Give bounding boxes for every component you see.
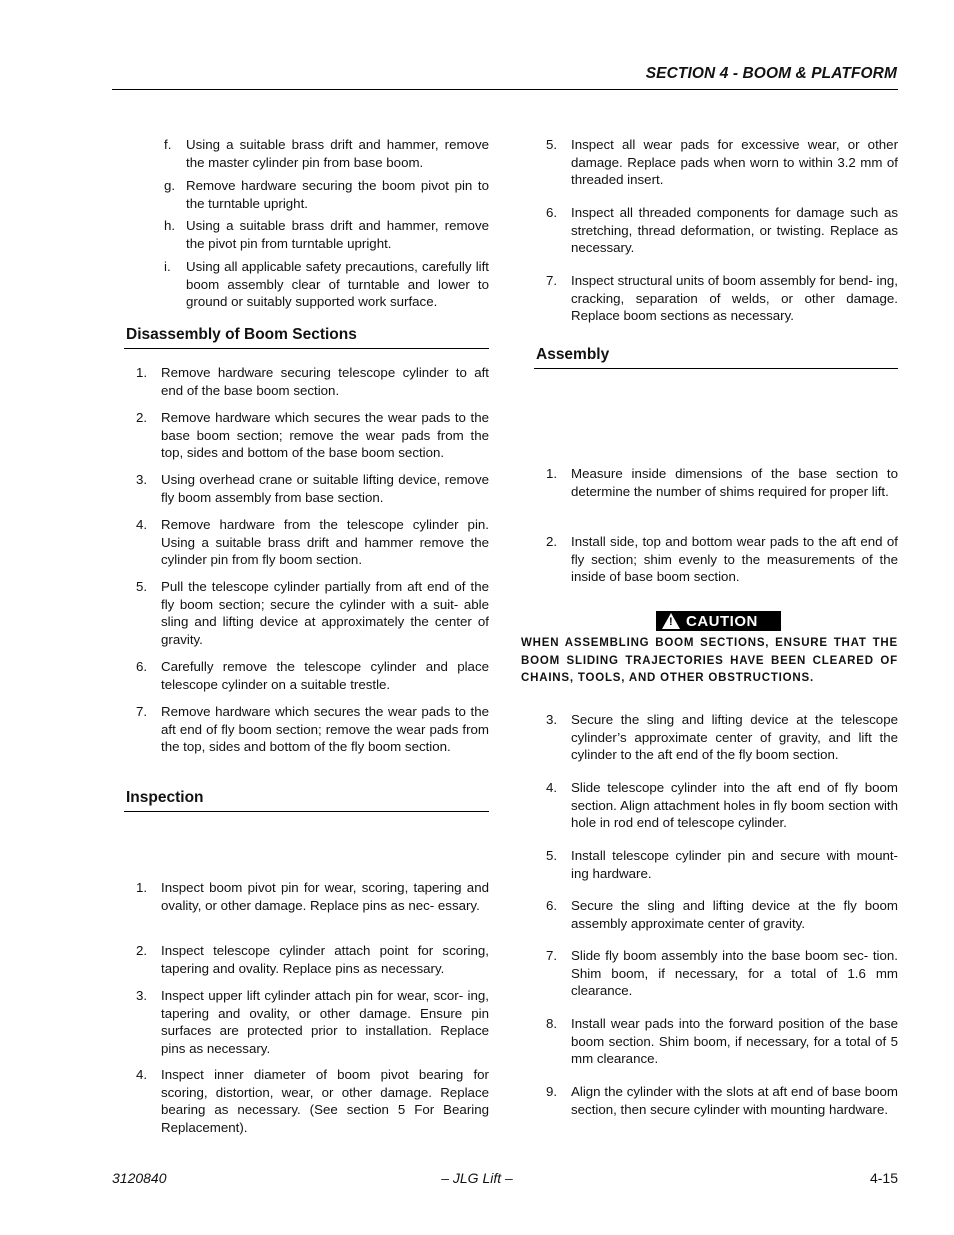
list-item bbox=[546, 465, 898, 500]
section-heading-inspection: Inspection bbox=[126, 789, 204, 806]
step-number: 2. bbox=[136, 410, 148, 425]
step-text: Slide fly boom assembly into the base boom sec- tion. Shim boom, if necessary, for a total of 1.6 mm clearance. bbox=[571, 948, 898, 998]
list-item bbox=[546, 1015, 898, 1068]
step-text: Using a suitable brass drift and hammer, remove the master cylinder pin from base boom. bbox=[186, 137, 489, 170]
list-item bbox=[546, 533, 898, 586]
step-text: Remove hardware securing the boom pivot pin to the turntable upright. bbox=[186, 178, 489, 211]
list-item bbox=[546, 1083, 898, 1118]
section-heading-assembly: Assembly bbox=[536, 346, 610, 363]
step-text: Remove hardware from the telescope cylinder pin. Using a suitable brass drift and hammer remove the cylinder pin from fly boom section. bbox=[161, 517, 489, 567]
step-number: 2. bbox=[136, 943, 148, 958]
list-item bbox=[164, 217, 489, 252]
list-item bbox=[136, 879, 489, 914]
list-item bbox=[546, 947, 898, 1000]
list-item bbox=[546, 897, 898, 932]
step-number: 6. bbox=[546, 898, 558, 913]
list-item bbox=[136, 516, 489, 569]
step-number: 9. bbox=[546, 1084, 558, 1099]
list-item bbox=[546, 779, 898, 832]
step-text: Secure the sling and lifting device at the telescope cylinder’s approximate center of gravity, and lift the cylinder to the aft end of the fly boom section. bbox=[571, 712, 898, 762]
step-number: 3. bbox=[136, 472, 148, 487]
footer-doc-number: 3120840 bbox=[112, 1170, 167, 1186]
heading-divider bbox=[124, 811, 489, 812]
list-item bbox=[136, 578, 489, 648]
list-item bbox=[164, 258, 489, 311]
step-number: 3. bbox=[136, 988, 148, 1003]
step-text: Pull the telescope cylinder partially from aft end of the fly boom section; secure the cylinder with a suit- able sling and lifting device at approximately the center of gravity. bbox=[161, 579, 489, 647]
step-number: 2. bbox=[546, 534, 558, 549]
step-text: Measure inside dimensions of the base section to determine the number of shims required for proper lift. bbox=[571, 466, 898, 499]
step-text: Install wear pads into the forward position of the base boom section. Shim boom, if necessary, for a total of 5 mm clearance. bbox=[571, 1016, 898, 1066]
step-text: Install telescope cylinder pin and secure with mount- ing hardware. bbox=[571, 848, 898, 881]
list-item bbox=[136, 987, 489, 1057]
list-item bbox=[136, 703, 489, 756]
step-text: Inspect boom pivot pin for wear, scoring, tapering and ovality, or other damage. Replace pins as nec- essary. bbox=[161, 880, 489, 913]
heading-divider bbox=[534, 368, 898, 369]
header-divider bbox=[112, 89, 898, 90]
step-text: Remove hardware which secures the wear pads to the aft end of fly boom section; remove the wear pads from the top, sides and bottom of the fly boom section. bbox=[161, 704, 489, 754]
step-number: 6. bbox=[136, 659, 148, 674]
list-item bbox=[136, 658, 489, 693]
step-number: 7. bbox=[136, 704, 148, 719]
step-text: Using a suitable brass drift and hammer, remove the pivot pin from turntable upright. bbox=[186, 218, 489, 251]
step-text: Inspect structural units of boom assembly for bend- ing, cracking, separation of welds, or other damage. Replace boom sections as necessary. bbox=[571, 273, 898, 323]
footer-page-number: 4-15 bbox=[869, 1170, 898, 1186]
step-number: 5. bbox=[546, 848, 558, 863]
step-text: Remove hardware securing telescope cylinder to aft end of the base boom section. bbox=[161, 365, 489, 398]
step-text: Using overhead crane or suitable lifting device, remove fly boom assembly from base section. bbox=[161, 472, 489, 505]
warning-triangle-icon: ! bbox=[662, 613, 680, 629]
step-text: Remove hardware which secures the wear pads to the base boom section; remove the wear pads from the top, sides and bottom of the base boom section. bbox=[161, 410, 489, 460]
heading-divider bbox=[124, 348, 489, 349]
step-number: 3. bbox=[546, 712, 558, 727]
step-number: 1. bbox=[136, 880, 148, 895]
step-text: Install side, top and bottom wear pads to the aft end of fly section; shim evenly to the measurements of the inside of base boom section. bbox=[571, 534, 898, 584]
step-text: Inspect inner diameter of boom pivot bearing for scoring, distortion, wear, or other damage. Replace bearing as necessary. (See section 5 For Bearing Replacement). bbox=[161, 1067, 489, 1135]
list-item bbox=[546, 847, 898, 882]
step-number: 4. bbox=[136, 1067, 148, 1082]
step-number: 7. bbox=[546, 273, 558, 288]
step-text: Inspect all threaded components for damage such as stretching, thread deformation, or twisting. Replace as necessary. bbox=[571, 205, 898, 255]
step-letter: h. bbox=[164, 218, 176, 233]
caution-label: CAUTION bbox=[686, 612, 758, 630]
step-number: 6. bbox=[546, 205, 558, 220]
step-number: 5. bbox=[136, 579, 148, 594]
list-item bbox=[546, 272, 898, 325]
step-number: 1. bbox=[546, 466, 558, 481]
list-item bbox=[136, 364, 489, 399]
step-text: Inspect all wear pads for excessive wear, or other damage. Replace pads when worn to within 3.2 mm of threaded insert. bbox=[571, 137, 898, 187]
list-item bbox=[546, 136, 898, 189]
step-text: Inspect upper lift cylinder attach pin for wear, scor- ing, tapering and ovality, or other damage. Ensure pin surfaces are protected prior to installation. Replace pins as necessary. bbox=[161, 988, 489, 1056]
step-text: Secure the sling and lifting device at the fly boom assembly approximate center of gravity. bbox=[571, 898, 898, 931]
section-heading-disassembly: Disassembly of Boom Sections bbox=[126, 326, 357, 343]
step-number: 4. bbox=[136, 517, 148, 532]
step-letter: i. bbox=[164, 259, 171, 274]
step-number: 4. bbox=[546, 780, 558, 795]
list-item bbox=[136, 409, 489, 462]
caution-badge bbox=[656, 611, 781, 631]
section-title: SECTION 4 - BOOM & PLATFORM bbox=[645, 65, 897, 82]
step-number: 1. bbox=[136, 365, 148, 380]
step-text: Align the cylinder with the slots at aft end of base boom section, then secure cylinder with mounting hardware. bbox=[571, 1084, 898, 1117]
step-letter: g. bbox=[164, 178, 176, 193]
list-item bbox=[136, 1066, 489, 1136]
caution-message: WHEN ASSEMBLING BOOM SECTIONS, ENSURE THAT THE BOOM SLIDING TRAJECTORIES HAVE BEEN CLEARED OF CHAINS, TOOLS, AND OTHER OBSTRUCTIONS. bbox=[521, 637, 898, 684]
step-text: Slide telescope cylinder into the aft end of fly boom section. Align attachment holes in fly boom section with hole in rod end of telescope cylinder. bbox=[571, 780, 898, 830]
step-text: Inspect telescope cylinder attach point for scoring, tapering and ovality. Replace pins as necessary. bbox=[161, 943, 489, 976]
footer-publisher: – JLG Lift – bbox=[441, 1170, 513, 1186]
step-number: 5. bbox=[546, 137, 558, 152]
list-item bbox=[164, 177, 489, 212]
list-item bbox=[136, 942, 489, 977]
step-number: 7. bbox=[546, 948, 558, 963]
step-text: Carefully remove the telescope cylinder and place telescope cylinder on a suitable trestle. bbox=[161, 659, 489, 692]
list-item bbox=[136, 471, 489, 506]
step-number: 8. bbox=[546, 1016, 558, 1031]
list-item bbox=[164, 136, 489, 171]
step-letter: f. bbox=[164, 137, 172, 152]
list-item bbox=[546, 204, 898, 257]
list-item bbox=[546, 711, 898, 764]
step-text: Using all applicable safety precautions, carefully lift boom assembly clear of turntable and lower to ground or suitably supported work surface. bbox=[186, 259, 489, 309]
